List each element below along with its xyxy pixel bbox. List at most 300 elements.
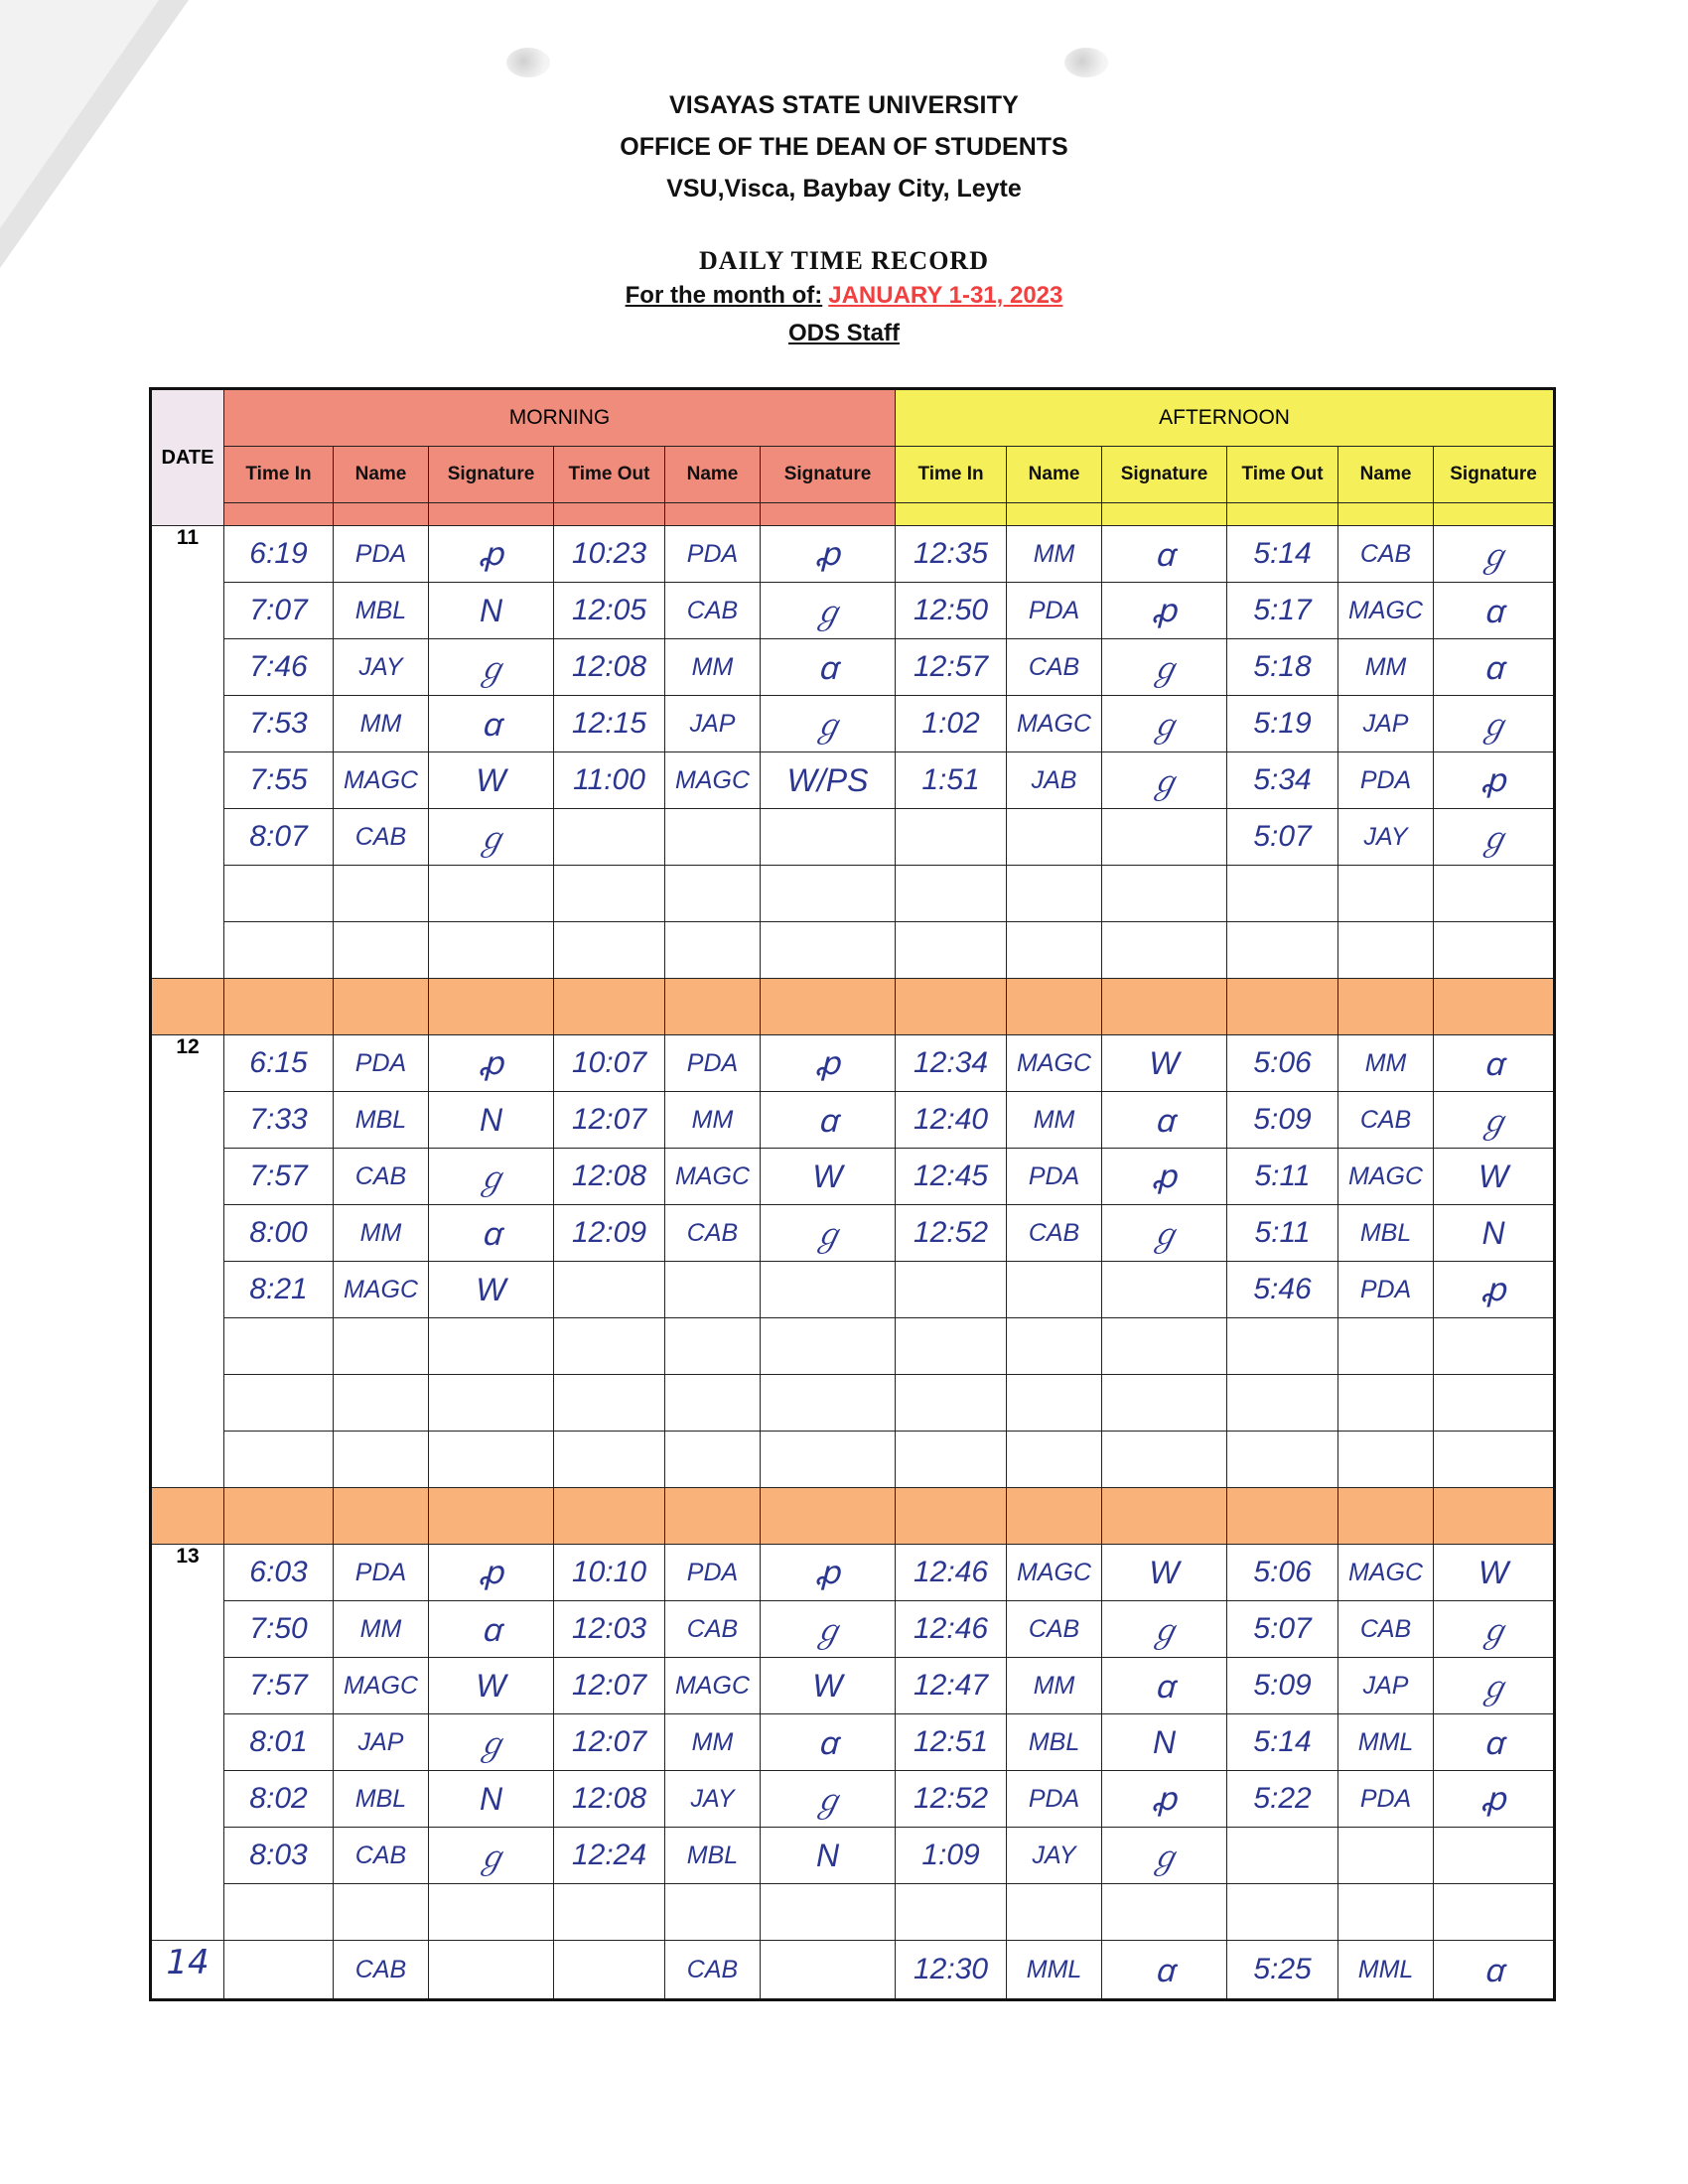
table-row	[151, 696, 1555, 752]
time-in-cell: 8:07	[224, 809, 334, 866]
name-cell: MM	[334, 1601, 429, 1658]
signature-cell: ℊ	[1434, 809, 1555, 866]
time-out-cell	[554, 1941, 665, 2000]
name-cell: JAP	[1338, 696, 1434, 752]
name-cell: JAP	[334, 1714, 429, 1771]
signature-cell: ꭤ	[1102, 1658, 1227, 1714]
name-cell: CAB	[1338, 526, 1434, 583]
signature-cell: ℊ	[761, 1205, 896, 1262]
table-row	[151, 1658, 1555, 1714]
col-header: Signature	[1434, 447, 1555, 503]
signature-cell: ℊ	[1102, 696, 1227, 752]
day-separator	[151, 1488, 1555, 1545]
signature-cell: ꭤ	[1102, 526, 1227, 583]
name-cell	[665, 922, 761, 979]
name-cell: PDA	[665, 1545, 761, 1601]
signature-cell	[1102, 1432, 1227, 1488]
time-record-body	[151, 526, 1555, 2000]
signature-cell: ꭤ	[429, 1205, 554, 1262]
time-out-cell	[554, 1432, 665, 1488]
name-cell: MAGC	[1338, 1545, 1434, 1601]
name-cell: MM	[334, 696, 429, 752]
time-in-cell: 7:07	[224, 583, 334, 639]
table-row	[151, 752, 1555, 809]
morning-header: MORNING	[224, 389, 896, 447]
time-in-cell	[224, 1432, 334, 1488]
time-in-cell	[224, 1884, 334, 1941]
time-out-cell: 12:08	[554, 1149, 665, 1205]
time-out-cell: 12:08	[554, 1771, 665, 1828]
time-out-cell: 5:14	[1227, 1714, 1338, 1771]
time-in-cell: 12:51	[896, 1714, 1007, 1771]
table-row	[151, 1035, 1555, 1092]
signature-cell	[1434, 1884, 1555, 1941]
time-out-cell: 10:10	[554, 1545, 665, 1601]
signature-cell: ꭤ	[1434, 583, 1555, 639]
signature-cell: ꝓ	[1102, 583, 1227, 639]
name-cell: PDA	[1007, 583, 1102, 639]
time-in-cell: 7:55	[224, 752, 334, 809]
signature-cell: ℊ	[1102, 1205, 1227, 1262]
name-cell: PDA	[334, 526, 429, 583]
time-out-cell: 12:07	[554, 1714, 665, 1771]
signature-cell: ꝓ	[761, 1035, 896, 1092]
name-cell	[1338, 1375, 1434, 1432]
time-out-cell: 5:11	[1227, 1149, 1338, 1205]
time-record-table	[149, 387, 1556, 2001]
col-header: Signature	[1102, 447, 1227, 503]
time-in-cell	[896, 1318, 1007, 1375]
name-cell: MML	[1338, 1714, 1434, 1771]
time-in-cell: 8:03	[224, 1828, 334, 1884]
time-out-cell: 12:07	[554, 1092, 665, 1149]
time-in-cell: 1:02	[896, 696, 1007, 752]
name-cell: CAB	[1007, 1205, 1102, 1262]
signature-cell: ꭤ	[1102, 1941, 1227, 2000]
name-cell	[665, 1262, 761, 1318]
time-out-cell: 5:19	[1227, 696, 1338, 752]
name-cell: MM	[1338, 1035, 1434, 1092]
time-out-cell	[1227, 1432, 1338, 1488]
time-out-cell	[554, 1318, 665, 1375]
time-in-cell: 8:21	[224, 1262, 334, 1318]
time-in-cell	[224, 1375, 334, 1432]
time-in-cell: 12:52	[896, 1205, 1007, 1262]
name-cell: MAGC	[1338, 1149, 1434, 1205]
col-header: Name	[334, 447, 429, 503]
time-in-cell: 7:57	[224, 1149, 334, 1205]
name-cell: JAY	[665, 1771, 761, 1828]
time-out-cell: 12:08	[554, 639, 665, 696]
time-out-cell	[554, 1375, 665, 1432]
signature-cell: ℊ	[429, 1714, 554, 1771]
signature-cell: W	[429, 1262, 554, 1318]
signature-cell: W/PS	[761, 752, 896, 809]
col-header: Time In	[896, 447, 1007, 503]
name-cell: CAB	[334, 1828, 429, 1884]
name-cell	[665, 1318, 761, 1375]
time-out-cell	[1227, 1318, 1338, 1375]
signature-cell	[1102, 809, 1227, 866]
time-in-cell	[896, 922, 1007, 979]
month-label: For the month of:	[625, 282, 823, 309]
time-out-cell	[554, 809, 665, 866]
time-out-cell: 12:09	[554, 1205, 665, 1262]
name-cell: PDA	[665, 1035, 761, 1092]
time-in-cell: 12:46	[896, 1545, 1007, 1601]
time-out-cell: 10:07	[554, 1035, 665, 1092]
time-out-cell: 5:25	[1227, 1941, 1338, 2000]
time-out-cell: 12:24	[554, 1828, 665, 1884]
table-row	[151, 583, 1555, 639]
name-cell: MBL	[334, 583, 429, 639]
name-cell: MM	[1007, 526, 1102, 583]
name-cell: MAGC	[334, 1658, 429, 1714]
time-in-cell	[896, 1432, 1007, 1488]
table-row	[151, 1941, 1555, 2000]
name-cell	[665, 1884, 761, 1941]
time-out-cell: 10:23	[554, 526, 665, 583]
signature-cell: W	[1102, 1545, 1227, 1601]
table-row	[151, 1714, 1555, 1771]
signature-cell: ꝓ	[429, 526, 554, 583]
time-out-cell	[554, 866, 665, 922]
name-cell: MM	[1007, 1658, 1102, 1714]
signature-cell	[761, 1941, 896, 2000]
name-cell	[1007, 809, 1102, 866]
signature-cell: ꭤ	[1434, 1714, 1555, 1771]
signature-cell	[1102, 1318, 1227, 1375]
signature-cell: ꝓ	[429, 1035, 554, 1092]
date-header: DATE	[151, 389, 224, 526]
signature-cell	[761, 1432, 896, 1488]
time-in-cell	[896, 1884, 1007, 1941]
time-in-cell: 12:52	[896, 1771, 1007, 1828]
signature-cell: ꭤ	[1434, 639, 1555, 696]
name-cell: MM	[334, 1205, 429, 1262]
col-header: Time In	[224, 447, 334, 503]
name-cell: PDA	[1338, 1771, 1434, 1828]
name-cell	[334, 1375, 429, 1432]
table-row	[151, 922, 1555, 979]
name-cell	[665, 1432, 761, 1488]
table-row	[151, 526, 1555, 583]
name-cell: CAB	[665, 1205, 761, 1262]
time-in-cell: 12:30	[896, 1941, 1007, 2000]
signature-cell	[1434, 1375, 1555, 1432]
name-cell: CAB	[665, 1601, 761, 1658]
time-out-cell: 12:03	[554, 1601, 665, 1658]
table-row	[151, 1318, 1555, 1375]
time-in-cell	[224, 1941, 334, 2000]
time-in-cell	[896, 866, 1007, 922]
signature-cell: ℊ	[1102, 752, 1227, 809]
time-out-cell: 5:18	[1227, 639, 1338, 696]
signature-cell	[1434, 866, 1555, 922]
name-cell	[1007, 1884, 1102, 1941]
time-out-cell: 5:22	[1227, 1771, 1338, 1828]
time-in-cell	[896, 809, 1007, 866]
signature-cell	[1102, 1375, 1227, 1432]
name-cell	[1007, 1262, 1102, 1318]
time-out-cell: 5:07	[1227, 1601, 1338, 1658]
time-out-cell: 5:46	[1227, 1262, 1338, 1318]
signature-cell	[1434, 1318, 1555, 1375]
table-row	[151, 1092, 1555, 1149]
name-cell	[1007, 922, 1102, 979]
name-cell	[334, 1432, 429, 1488]
signature-cell	[761, 1318, 896, 1375]
name-cell: MAGC	[1007, 1035, 1102, 1092]
signature-cell: ℊ	[429, 809, 554, 866]
signature-cell: N	[1102, 1714, 1227, 1771]
date-cell: 11	[151, 526, 224, 979]
time-in-cell: 12:34	[896, 1035, 1007, 1092]
signature-cell: ꝓ	[1102, 1149, 1227, 1205]
time-out-cell	[1227, 1884, 1338, 1941]
name-cell: MM	[1007, 1092, 1102, 1149]
col-header: Signature	[429, 447, 554, 503]
signature-cell: ℊ	[1434, 1601, 1555, 1658]
name-cell: PDA	[1338, 1262, 1434, 1318]
signature-cell	[761, 1375, 896, 1432]
signature-cell: ℊ	[1434, 526, 1555, 583]
time-out-cell: 5:07	[1227, 809, 1338, 866]
time-in-cell: 7:57	[224, 1658, 334, 1714]
name-cell: MAGC	[665, 752, 761, 809]
signature-cell: ꝓ	[761, 526, 896, 583]
signature-cell: N	[429, 1771, 554, 1828]
time-out-cell: 11:00	[554, 752, 665, 809]
punch-hole-right	[1064, 48, 1108, 77]
table-row	[151, 1262, 1555, 1318]
signature-cell: W	[429, 1658, 554, 1714]
table-row	[151, 866, 1555, 922]
time-in-cell	[896, 1375, 1007, 1432]
name-cell: JAB	[1007, 752, 1102, 809]
signature-cell	[429, 1375, 554, 1432]
signature-cell: ꝓ	[1102, 1771, 1227, 1828]
time-in-cell: 6:03	[224, 1545, 334, 1601]
signature-cell: ꝓ	[1434, 752, 1555, 809]
name-cell: CAB	[1007, 639, 1102, 696]
name-cell: MAGC	[665, 1658, 761, 1714]
time-in-cell: 7:33	[224, 1092, 334, 1149]
time-in-cell: 7:53	[224, 696, 334, 752]
signature-cell: ꝓ	[1434, 1771, 1555, 1828]
name-cell	[1007, 866, 1102, 922]
name-cell	[665, 866, 761, 922]
time-out-cell	[554, 1884, 665, 1941]
time-in-cell: 6:19	[224, 526, 334, 583]
time-in-cell: 1:09	[896, 1828, 1007, 1884]
signature-cell: ℊ	[429, 639, 554, 696]
signature-cell	[761, 866, 896, 922]
name-cell	[1338, 1318, 1434, 1375]
signature-cell	[429, 922, 554, 979]
time-out-cell	[1227, 1828, 1338, 1884]
time-in-cell: 12:47	[896, 1658, 1007, 1714]
name-cell: CAB	[334, 1941, 429, 2000]
signature-cell: N	[429, 1092, 554, 1149]
name-cell: MM	[665, 1714, 761, 1771]
table-row	[151, 1545, 1555, 1601]
signature-cell: N	[761, 1828, 896, 1884]
month-line	[0, 282, 1688, 310]
signature-cell: ꭤ	[1434, 1035, 1555, 1092]
name-cell: MML	[1338, 1941, 1434, 2000]
date-cell: 12	[151, 1035, 224, 1488]
signature-cell	[761, 1262, 896, 1318]
name-cell: PDA	[334, 1035, 429, 1092]
col-header: Time Out	[554, 447, 665, 503]
document-title: DAILY TIME RECORD	[699, 246, 989, 275]
signature-cell: ꭤ	[429, 1601, 554, 1658]
name-cell: CAB	[334, 1149, 429, 1205]
name-cell	[1007, 1432, 1102, 1488]
signature-cell: ℊ	[1434, 696, 1555, 752]
time-out-cell: 12:15	[554, 696, 665, 752]
signature-cell	[761, 809, 896, 866]
name-cell: CAB	[1007, 1601, 1102, 1658]
time-in-cell: 12:40	[896, 1092, 1007, 1149]
name-cell: MAGC	[665, 1149, 761, 1205]
signature-cell	[429, 1318, 554, 1375]
signature-cell	[1102, 866, 1227, 922]
name-cell: PDA	[1007, 1771, 1102, 1828]
name-cell: MBL	[1007, 1714, 1102, 1771]
name-cell	[1007, 1318, 1102, 1375]
name-cell: MM	[1338, 639, 1434, 696]
time-in-cell: 6:15	[224, 1035, 334, 1092]
col-header: Name	[1007, 447, 1102, 503]
signature-cell	[429, 1884, 554, 1941]
time-in-cell: 8:01	[224, 1714, 334, 1771]
signature-cell: ꭤ	[761, 1714, 896, 1771]
name-cell: MM	[665, 639, 761, 696]
signature-cell	[429, 866, 554, 922]
time-in-cell: 12:50	[896, 583, 1007, 639]
day-separator	[151, 979, 1555, 1035]
time-out-cell: 5:06	[1227, 1035, 1338, 1092]
name-cell	[665, 809, 761, 866]
name-cell: MAGC	[1338, 583, 1434, 639]
signature-cell: W	[1434, 1545, 1555, 1601]
table-row	[151, 809, 1555, 866]
signature-cell	[429, 1432, 554, 1488]
table-row	[151, 1601, 1555, 1658]
time-out-cell: 5:17	[1227, 583, 1338, 639]
office-name: OFFICE OF THE DEAN OF STUDENTS	[620, 133, 1068, 161]
name-cell	[665, 1375, 761, 1432]
time-in-cell	[224, 866, 334, 922]
signature-cell	[1102, 922, 1227, 979]
time-out-cell: 5:06	[1227, 1545, 1338, 1601]
signature-cell: W	[1102, 1035, 1227, 1092]
name-cell: CAB	[1338, 1601, 1434, 1658]
col-header: Time Out	[1227, 447, 1338, 503]
signature-cell: ℊ	[761, 1771, 896, 1828]
name-cell	[1338, 922, 1434, 979]
table-row	[151, 639, 1555, 696]
name-cell: JAY	[1007, 1828, 1102, 1884]
month-value: JANUARY 1-31, 2023	[828, 282, 1063, 309]
time-in-cell: 8:00	[224, 1205, 334, 1262]
table-row	[151, 1149, 1555, 1205]
name-cell	[1338, 1828, 1434, 1884]
signature-cell: ℊ	[761, 696, 896, 752]
table-row	[151, 1432, 1555, 1488]
signature-cell: ꭤ	[1102, 1092, 1227, 1149]
name-cell: CAB	[665, 583, 761, 639]
signature-cell	[1434, 1828, 1555, 1884]
signature-cell: ꭤ	[429, 696, 554, 752]
time-in-cell	[224, 922, 334, 979]
time-out-cell: 12:07	[554, 1658, 665, 1714]
signature-cell: ꭤ	[1434, 1941, 1555, 2000]
signature-cell: ℊ	[1102, 1828, 1227, 1884]
name-cell: MAGC	[334, 752, 429, 809]
signature-cell	[761, 922, 896, 979]
time-in-cell: 12:35	[896, 526, 1007, 583]
name-cell: PDA	[1338, 752, 1434, 809]
name-cell	[1007, 1375, 1102, 1432]
time-out-cell	[1227, 922, 1338, 979]
name-cell: CAB	[1338, 1092, 1434, 1149]
signature-cell	[1102, 1262, 1227, 1318]
name-cell: MBL	[665, 1828, 761, 1884]
date-cell: 14	[151, 1941, 224, 2000]
time-in-cell: 1:51	[896, 752, 1007, 809]
signature-cell: ꝓ	[761, 1545, 896, 1601]
name-cell: JAY	[334, 639, 429, 696]
signature-cell: ℊ	[429, 1149, 554, 1205]
time-out-cell: 5:09	[1227, 1658, 1338, 1714]
name-cell: MM	[665, 1092, 761, 1149]
signature-cell: N	[429, 583, 554, 639]
time-out-cell: 5:34	[1227, 752, 1338, 809]
afternoon-header: AFTERNOON	[896, 389, 1555, 447]
name-cell	[334, 866, 429, 922]
signature-cell: ℊ	[1434, 1658, 1555, 1714]
time-out-cell: 5:14	[1227, 526, 1338, 583]
time-in-cell: 12:46	[896, 1601, 1007, 1658]
time-in-cell: 12:57	[896, 639, 1007, 696]
time-in-cell	[896, 1262, 1007, 1318]
signature-cell: W	[1434, 1149, 1555, 1205]
office-address: VSU,Visca, Baybay City, Leyte	[666, 175, 1022, 203]
time-in-cell	[224, 1318, 334, 1375]
signature-cell: ℊ	[1102, 639, 1227, 696]
table-row	[151, 1828, 1555, 1884]
time-out-cell	[554, 922, 665, 979]
name-cell: PDA	[334, 1545, 429, 1601]
signature-cell: N	[1434, 1205, 1555, 1262]
punch-hole-left	[506, 48, 550, 77]
signature-cell: W	[429, 752, 554, 809]
table-row	[151, 1884, 1555, 1941]
name-cell: JAP	[665, 696, 761, 752]
name-cell: MAGC	[1007, 1545, 1102, 1601]
signature-cell	[1434, 1432, 1555, 1488]
signature-cell: ℊ	[1102, 1601, 1227, 1658]
time-out-cell: 5:09	[1227, 1092, 1338, 1149]
name-cell: MML	[1007, 1941, 1102, 2000]
name-cell: CAB	[665, 1941, 761, 2000]
time-out-cell	[1227, 1375, 1338, 1432]
name-cell: JAP	[1338, 1658, 1434, 1714]
table-row	[151, 1771, 1555, 1828]
